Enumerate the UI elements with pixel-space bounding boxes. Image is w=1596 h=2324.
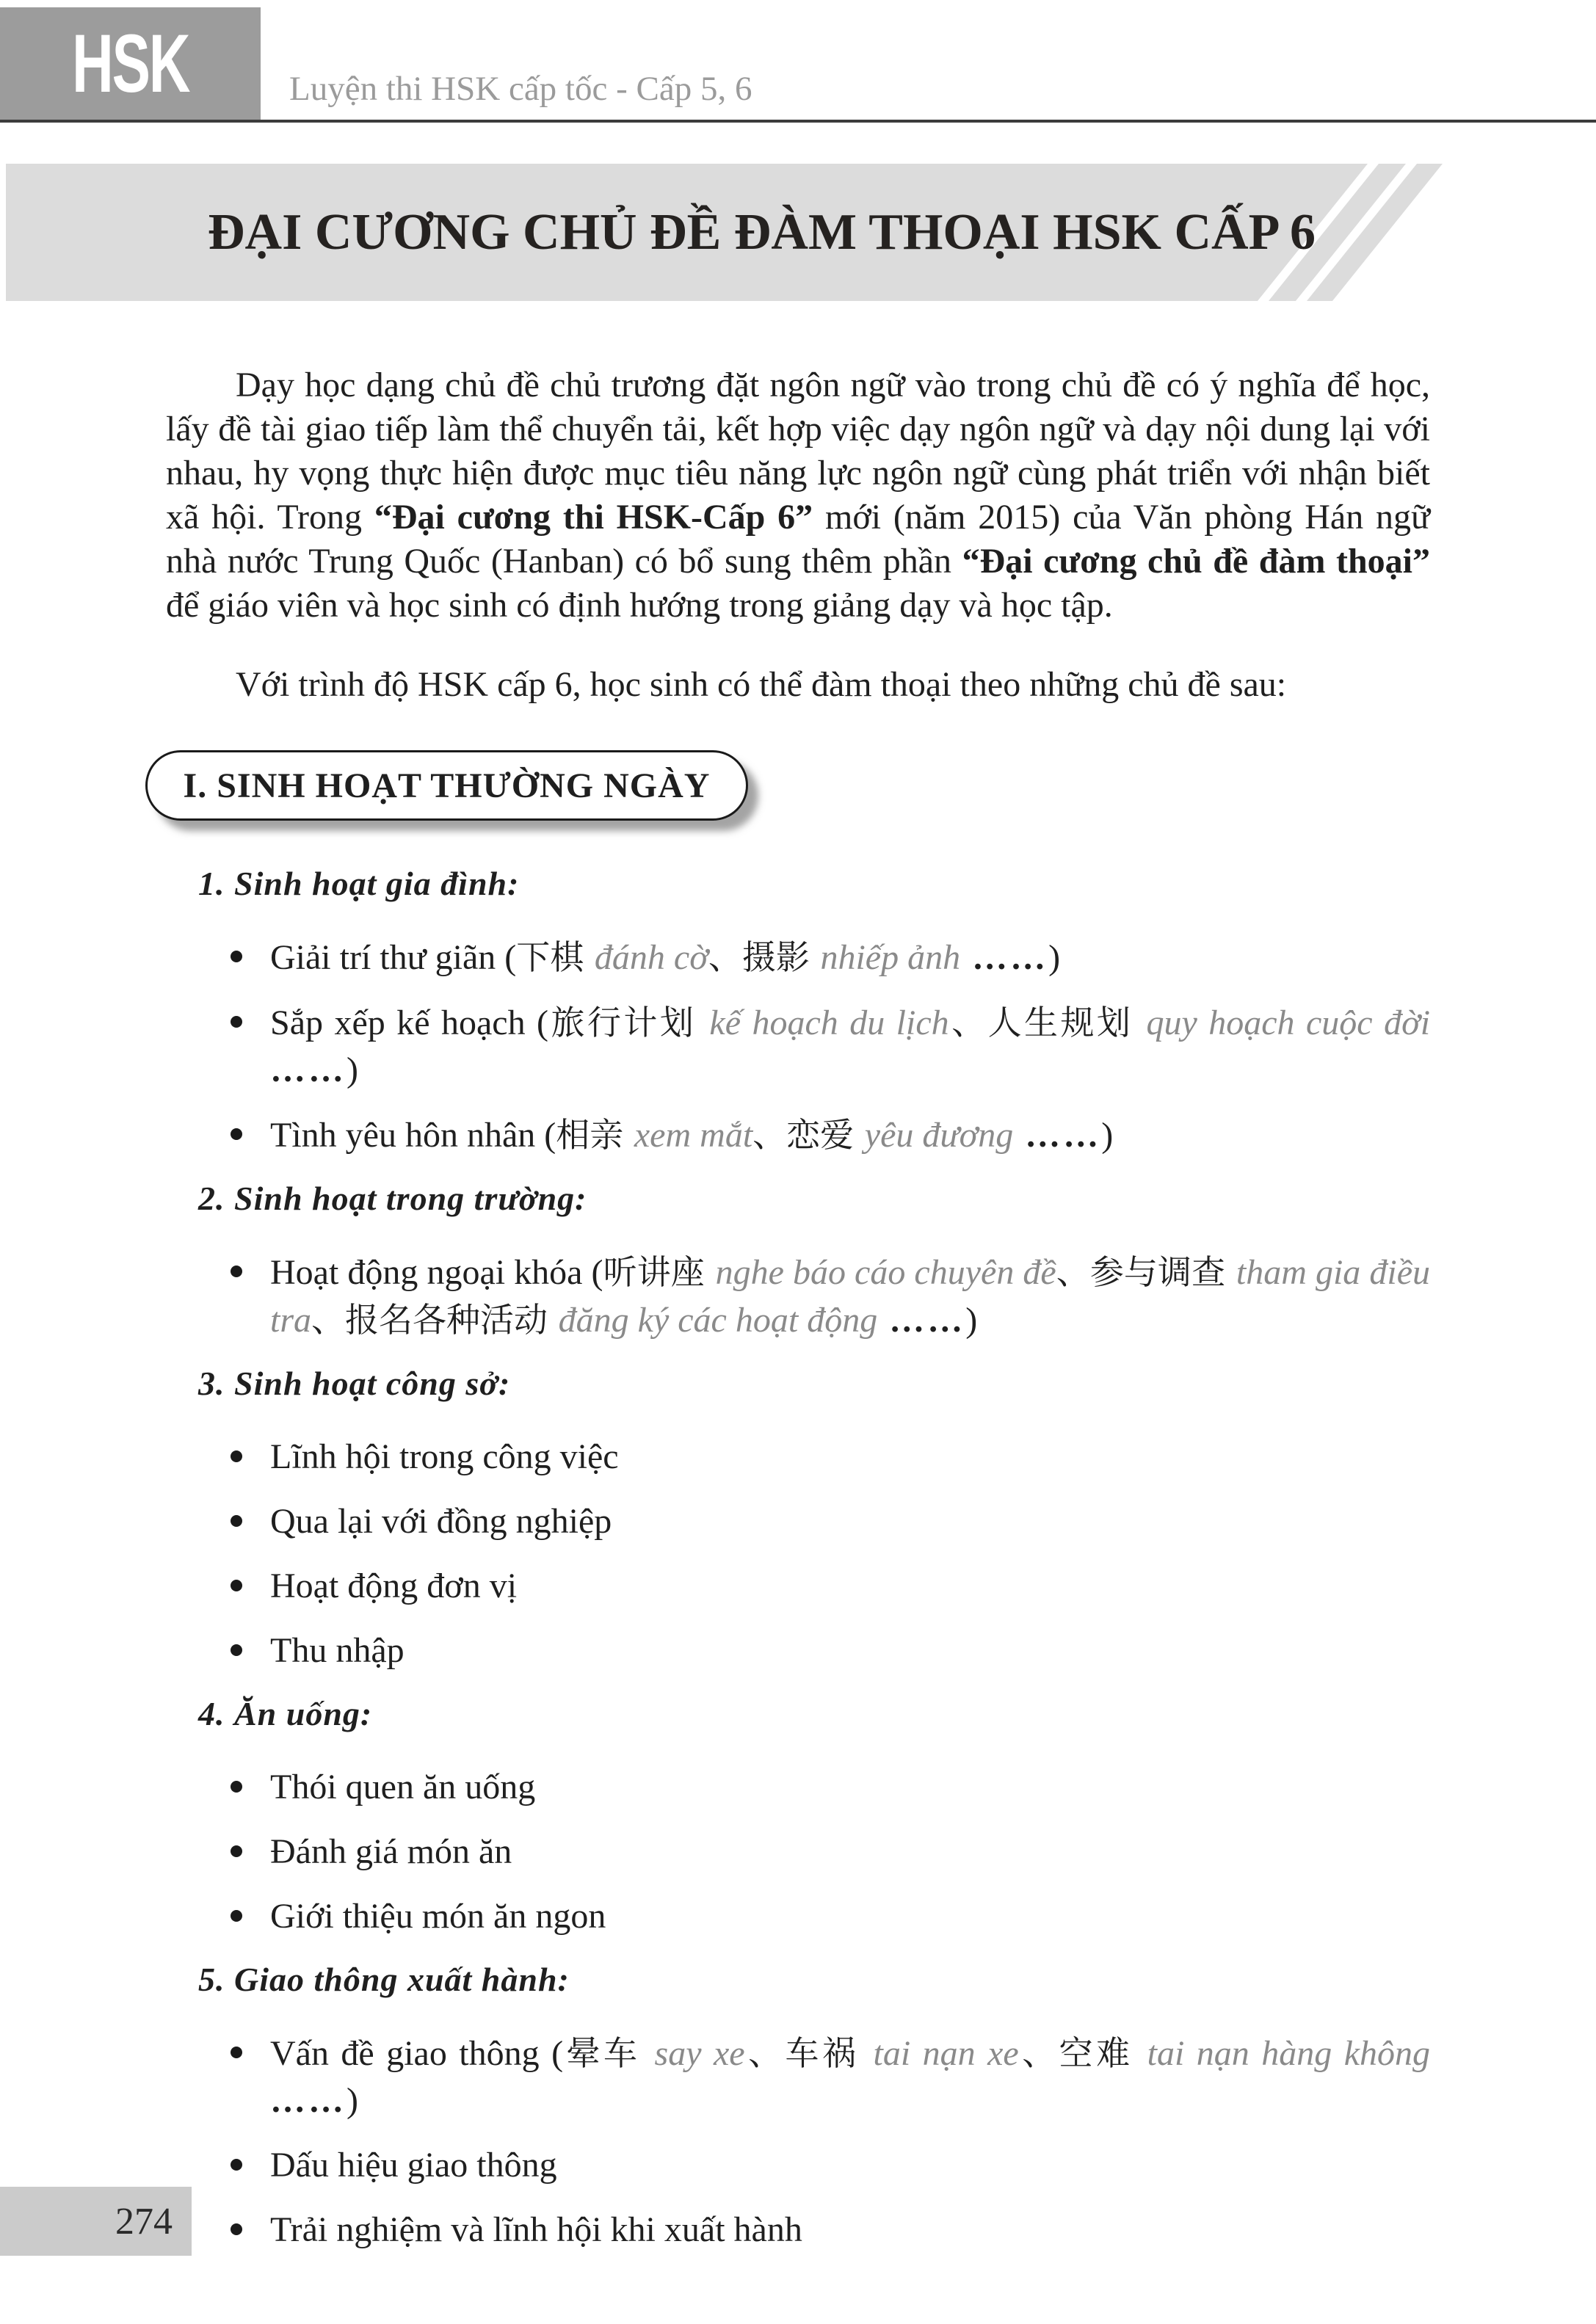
- chapter-title: ĐẠI CƯƠNG CHỦ ĐỀ ĐÀM THOẠI HSK CẤP 6: [208, 203, 1316, 261]
- bullet-icon: [231, 1644, 242, 1656]
- topic-item: [166, 1627, 1430, 1674]
- section-badge: [145, 750, 748, 821]
- topic-item-text: [270, 1897, 606, 1936]
- ellipsis-run: ……: [877, 1301, 966, 1340]
- hsk-logo-text: HSK: [71, 17, 189, 109]
- chinese-text-run: 、空难: [1018, 2033, 1147, 2073]
- chapter-title-band: [6, 164, 1596, 301]
- text-run: Dấu hiệu giao thông: [270, 2146, 557, 2185]
- text-run: Qua lại với đồng nghiệp: [270, 1502, 612, 1541]
- topic-item: [166, 1829, 1430, 1875]
- text-run: mới (năm 2015) của Văn phòng Hán ngữ nhà nước Trung Quốc (Hanban) có bổ sung thêm phần: [166, 498, 1431, 581]
- bullet-icon: [231, 1450, 242, 1462]
- topics-list: [166, 862, 1430, 2254]
- bullet-icon: [231, 1266, 242, 1277]
- vietnamese-translation-run: đánh cờ: [594, 938, 708, 977]
- header-rule: [0, 120, 1596, 123]
- bullet-icon: [231, 1016, 242, 1028]
- topic-item-text: [270, 1003, 1430, 1089]
- ellipsis-run: ……: [1013, 1116, 1102, 1155]
- topic-item-text: [270, 1631, 405, 1670]
- topic-item-text: [270, 1832, 512, 1871]
- vietnamese-translation-run: yêu đương: [864, 1116, 1014, 1155]
- page-number: 274: [115, 2200, 173, 2243]
- vietnamese-translation-run: tai nạn xe: [873, 2034, 1019, 2073]
- topic-heading: 2. Sinh hoạt trong trường:: [198, 1180, 587, 1217]
- vietnamese-translation-run: tai nạn hàng không: [1147, 2034, 1431, 2073]
- text-run: Hoạt động đơn vị: [270, 1566, 518, 1605]
- topic-item: [166, 2207, 1430, 2254]
- bullet-icon: [231, 1845, 242, 1857]
- topic-item-text: [270, 2210, 802, 2249]
- bullet-icon: [231, 2223, 242, 2235]
- text-run: Sắp xếp kế hoạch (: [270, 1003, 549, 1042]
- chinese-text-run: 旅行计划: [548, 1003, 710, 1042]
- text-run: Lĩnh hội trong công việc: [270, 1437, 619, 1476]
- topic-item: [166, 999, 1430, 1094]
- chinese-text-run: 、车祸: [744, 2033, 874, 2073]
- topic-item-text: [270, 1566, 517, 1605]
- text-run: Thói quen ăn uống: [270, 1768, 536, 1806]
- intro-paragraph-1: [166, 363, 1430, 628]
- topic-item-text: [270, 1768, 535, 1806]
- running-title: Luyện thi HSK cấp tốc - Cấp 5, 6: [289, 70, 752, 108]
- topic-heading: 3. Sinh hoạt công sở:: [198, 1365, 511, 1402]
- bullet-icon: [231, 2047, 242, 2058]
- topic-item: [166, 934, 1430, 981]
- text-run: ): [1048, 938, 1061, 977]
- ellipsis-run: ……: [270, 1050, 347, 1089]
- intro-paragraph-2: Với trình độ HSK cấp 6, học sinh có thể đàm thoại theo những chủ đề sau:: [236, 665, 1287, 704]
- topic-item: [166, 1563, 1430, 1610]
- text-run: Thu nhập: [270, 1631, 405, 1670]
- topic-item-text: [270, 2146, 557, 2185]
- text-run: Giải trí thư giãn (: [270, 938, 517, 977]
- text-run: Hoạt động ngoại khóa (: [270, 1253, 603, 1292]
- bullet-icon: [231, 1910, 242, 1922]
- bullet-icon: [231, 951, 242, 962]
- vietnamese-translation-run: kế hoạch du lịch: [709, 1003, 949, 1042]
- topic-heading: 5. Giao thông xuất hành:: [198, 1961, 570, 1998]
- topic-item-text: [270, 2034, 1430, 2120]
- vietnamese-translation-run: say xe: [654, 2034, 745, 2073]
- vietnamese-translation-run: nhiếp ảnh: [820, 938, 961, 977]
- chinese-text-run: 、报名各种活动: [311, 1300, 559, 1340]
- vietnamese-translation-run: xem mắt: [634, 1116, 753, 1155]
- topic-item: [166, 1893, 1430, 1940]
- text-run: Giới thiệu món ăn ngon: [270, 1897, 606, 1936]
- text-run: Trải nghiệm và lĩnh hội khi xuất hành: [270, 2210, 802, 2249]
- text-run: Dạy học dạng chủ đề chủ trương đặt ngôn ngữ vào trong chủ đề có ý nghĩa để học, lấy đề tài giao tiếp làm thể chuyển tải, kết hợp việc dạy ngôn ngữ và dạy nội dung lại với nhau, hy vọng thực hiện được mục tiêu năng lực ngôn ngữ cùng phát triển với nhận biết xã hội. Trong: [166, 366, 1430, 537]
- text-run: ): [347, 2081, 358, 2120]
- text-run: ): [965, 1301, 978, 1340]
- topic-item: [166, 1498, 1430, 1545]
- vietnamese-translation-run: nghe báo cáo chuyên đề: [715, 1253, 1056, 1292]
- topic-item: [166, 1249, 1430, 1344]
- topic-item-text: [270, 1437, 619, 1476]
- vietnamese-translation-run: quy hoạch cuộc đời: [1146, 1003, 1431, 1042]
- chinese-text-run: 下棋: [516, 937, 595, 977]
- hsk-logo: [0, 7, 261, 120]
- bullet-icon: [231, 1580, 242, 1591]
- page-number-box: [0, 2187, 192, 2256]
- topic-item-text: [270, 938, 1060, 977]
- topic-item: [166, 1111, 1430, 1159]
- bullet-icon: [231, 1128, 242, 1140]
- ellipsis-run: ……: [270, 2081, 347, 2120]
- topic-item: [166, 1434, 1430, 1481]
- topic-item-text: [270, 1116, 1113, 1155]
- topic-heading: 4. Ăn uống:: [198, 1695, 373, 1732]
- bullet-icon: [231, 1515, 242, 1527]
- text-run: để giáo viên và học sinh có định hướng trong giảng dạy và học tập.: [166, 586, 1113, 625]
- topic-item: [166, 2142, 1430, 2189]
- text-run: Tình yêu hôn nhân (: [270, 1116, 556, 1155]
- topic-heading: 1. Sinh hoạt gia đình:: [198, 865, 520, 902]
- section-badge-label: I. SINH HOẠT THƯỜNG NGÀY: [183, 766, 711, 805]
- text-run: ): [347, 1050, 358, 1089]
- chinese-text-run: 、恋爱: [752, 1115, 865, 1155]
- chinese-text-run: 晕车: [563, 2033, 655, 2073]
- text-run: Đánh giá món ăn: [270, 1832, 512, 1871]
- text-run: Vấn đề giao thông (: [270, 2034, 564, 2073]
- topic-item: [166, 2030, 1430, 2124]
- vietnamese-translation-run: đăng ký các hoạt động: [558, 1301, 878, 1340]
- chinese-text-run: 听讲座: [603, 1252, 716, 1292]
- topic-item-text: [270, 1253, 1430, 1340]
- bold-text-run: “Đại cương thi HSK-Cấp 6”: [374, 498, 813, 537]
- chinese-text-run: 、摄影: [708, 937, 821, 977]
- topic-item-text: [270, 1502, 612, 1541]
- bullet-icon: [231, 1781, 242, 1793]
- chinese-text-run: 、参与调查: [1056, 1252, 1236, 1292]
- topic-item: [166, 1764, 1430, 1811]
- ellipsis-run: ……: [960, 938, 1049, 977]
- chinese-text-run: 相亲: [556, 1115, 634, 1155]
- vietnamese-translation-run: tham gia điều tra: [270, 1253, 1431, 1340]
- text-run: ): [1101, 1116, 1114, 1155]
- chinese-text-run: 、人生规划: [948, 1003, 1147, 1042]
- bold-text-run: “Đại cương chủ đề đàm thoại”: [962, 542, 1430, 581]
- bullet-icon: [231, 2159, 242, 2171]
